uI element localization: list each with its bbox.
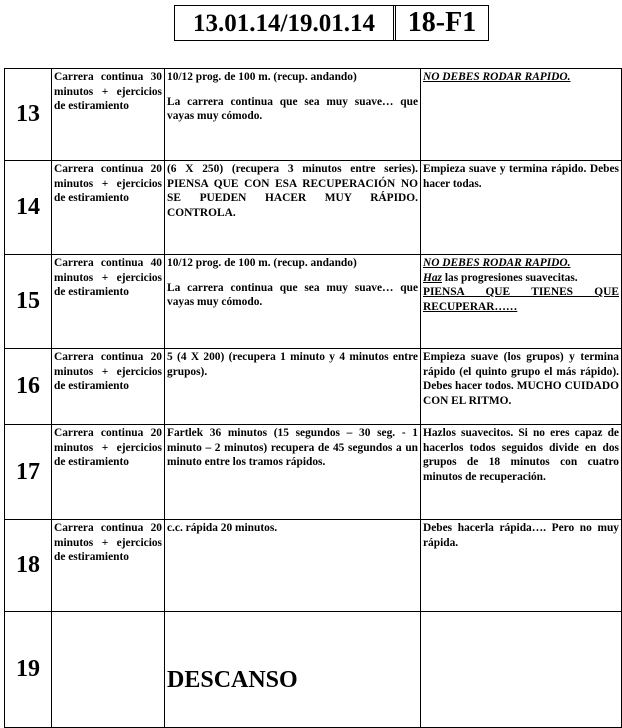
workout-line: 5 (4 X 200) (recupera 1 minuto y 4 minutos entre grupos). bbox=[167, 351, 418, 378]
note-warning: PIENSA QUE TIENES QUE RECUPERAR…… bbox=[423, 286, 619, 313]
coach-note bbox=[421, 349, 622, 425]
note-text: Debes hacerla rápida…. Pero no muy rápida. bbox=[423, 522, 619, 549]
day-row bbox=[5, 69, 622, 161]
base-session: Carrera continua 30 minutos + ejercicios de estiramiento bbox=[52, 69, 165, 161]
workout-line: (6 X 250) (recupera 3 minutos entre series). PIENSA QUE CON ESA RECUPERACIÓN NO SE PUEDEN HACER MUY RÁPIDO. CONTROLA. bbox=[167, 163, 418, 219]
coach-note bbox=[421, 255, 622, 349]
base-session: Carrera continua 20 minutos + ejercicios de estiramiento bbox=[52, 349, 165, 425]
coach-note bbox=[421, 425, 622, 520]
coach-note bbox=[421, 69, 622, 161]
day-row bbox=[5, 255, 622, 349]
base-session: Carrera continua 40 minutos + ejercicios de estiramiento bbox=[52, 255, 165, 349]
day-number: 19 bbox=[5, 612, 52, 728]
day-row bbox=[5, 612, 622, 728]
day-row bbox=[5, 349, 622, 425]
main-workout bbox=[165, 520, 421, 612]
day-row bbox=[5, 161, 622, 255]
note-text: Empieza suave (los grupos) y termina rápido (el quinto grupo el más rápido). Debes hacer todos. MUCHO CUIDADO CON EL RITMO. bbox=[423, 351, 619, 407]
note-text-part: las progresiones suavecitas. bbox=[444, 271, 578, 284]
week-header bbox=[174, 5, 489, 41]
base-session: Carrera continua 20 minutos + ejercicios de estiramiento bbox=[52, 520, 165, 612]
plan-code: 18-F1 bbox=[407, 7, 477, 38]
main-workout bbox=[165, 161, 421, 255]
day-number: 18 bbox=[5, 520, 52, 612]
workout-line: 10/12 prog. de 100 m. (recup. andando) bbox=[167, 257, 357, 269]
main-workout bbox=[165, 255, 421, 349]
note-text bbox=[423, 271, 619, 286]
workout-line: c.c. rápida 20 minutos. bbox=[167, 522, 278, 534]
base-session: Carrera continua 20 minutos + ejercicios de estiramiento bbox=[52, 425, 165, 520]
base-session bbox=[52, 612, 165, 728]
day-row bbox=[5, 520, 622, 612]
main-workout bbox=[165, 425, 421, 520]
note-text: Empieza suave y termina rápido. Debes hacer todas. bbox=[423, 163, 619, 190]
coach-note bbox=[421, 612, 622, 728]
training-plan-table bbox=[4, 68, 622, 728]
day-number: 15 bbox=[5, 255, 52, 349]
week-dates: 13.01.14/19.01.14 bbox=[175, 6, 396, 40]
day-number: 14 bbox=[5, 161, 52, 255]
workout-line: La carrera continua que sea muy suave… que vayas muy cómodo. bbox=[167, 281, 418, 308]
workout-line: 10/12 prog. de 100 m. (recup. andando) bbox=[167, 71, 357, 83]
coach-note bbox=[421, 520, 622, 612]
main-workout bbox=[165, 349, 421, 425]
note-text: Hazlos suavecitos. Si no eres capaz de hacerlos todos seguidos divide en dos grupos de 18 minutos con cuatro minutos de recuperación. bbox=[423, 427, 619, 483]
note-warning: NO DEBES RODAR RAPIDO. bbox=[423, 257, 571, 269]
rest-day-label: DESCANSO bbox=[165, 612, 421, 728]
day-number: 13 bbox=[5, 69, 52, 161]
coach-note bbox=[421, 161, 622, 255]
main-workout bbox=[165, 69, 421, 161]
day-number: 16 bbox=[5, 349, 52, 425]
workout-line: Fartlek 36 minutos (15 segundos – 30 seg. - 1 minuto – 2 minutos) recupera de 45 segundos a un minuto entre los tramos rápidos. bbox=[167, 427, 418, 468]
day-number: 17 bbox=[5, 425, 52, 520]
workout-line: La carrera continua que sea muy suave… que vayas muy cómodo. bbox=[167, 95, 418, 122]
note-emphasis: Haz bbox=[423, 271, 442, 284]
day-row bbox=[5, 425, 622, 520]
base-session: Carrera continua 20 minutos + ejercicios de estiramiento bbox=[52, 161, 165, 255]
note-warning: NO DEBES RODAR RAPIDO. bbox=[423, 71, 571, 83]
